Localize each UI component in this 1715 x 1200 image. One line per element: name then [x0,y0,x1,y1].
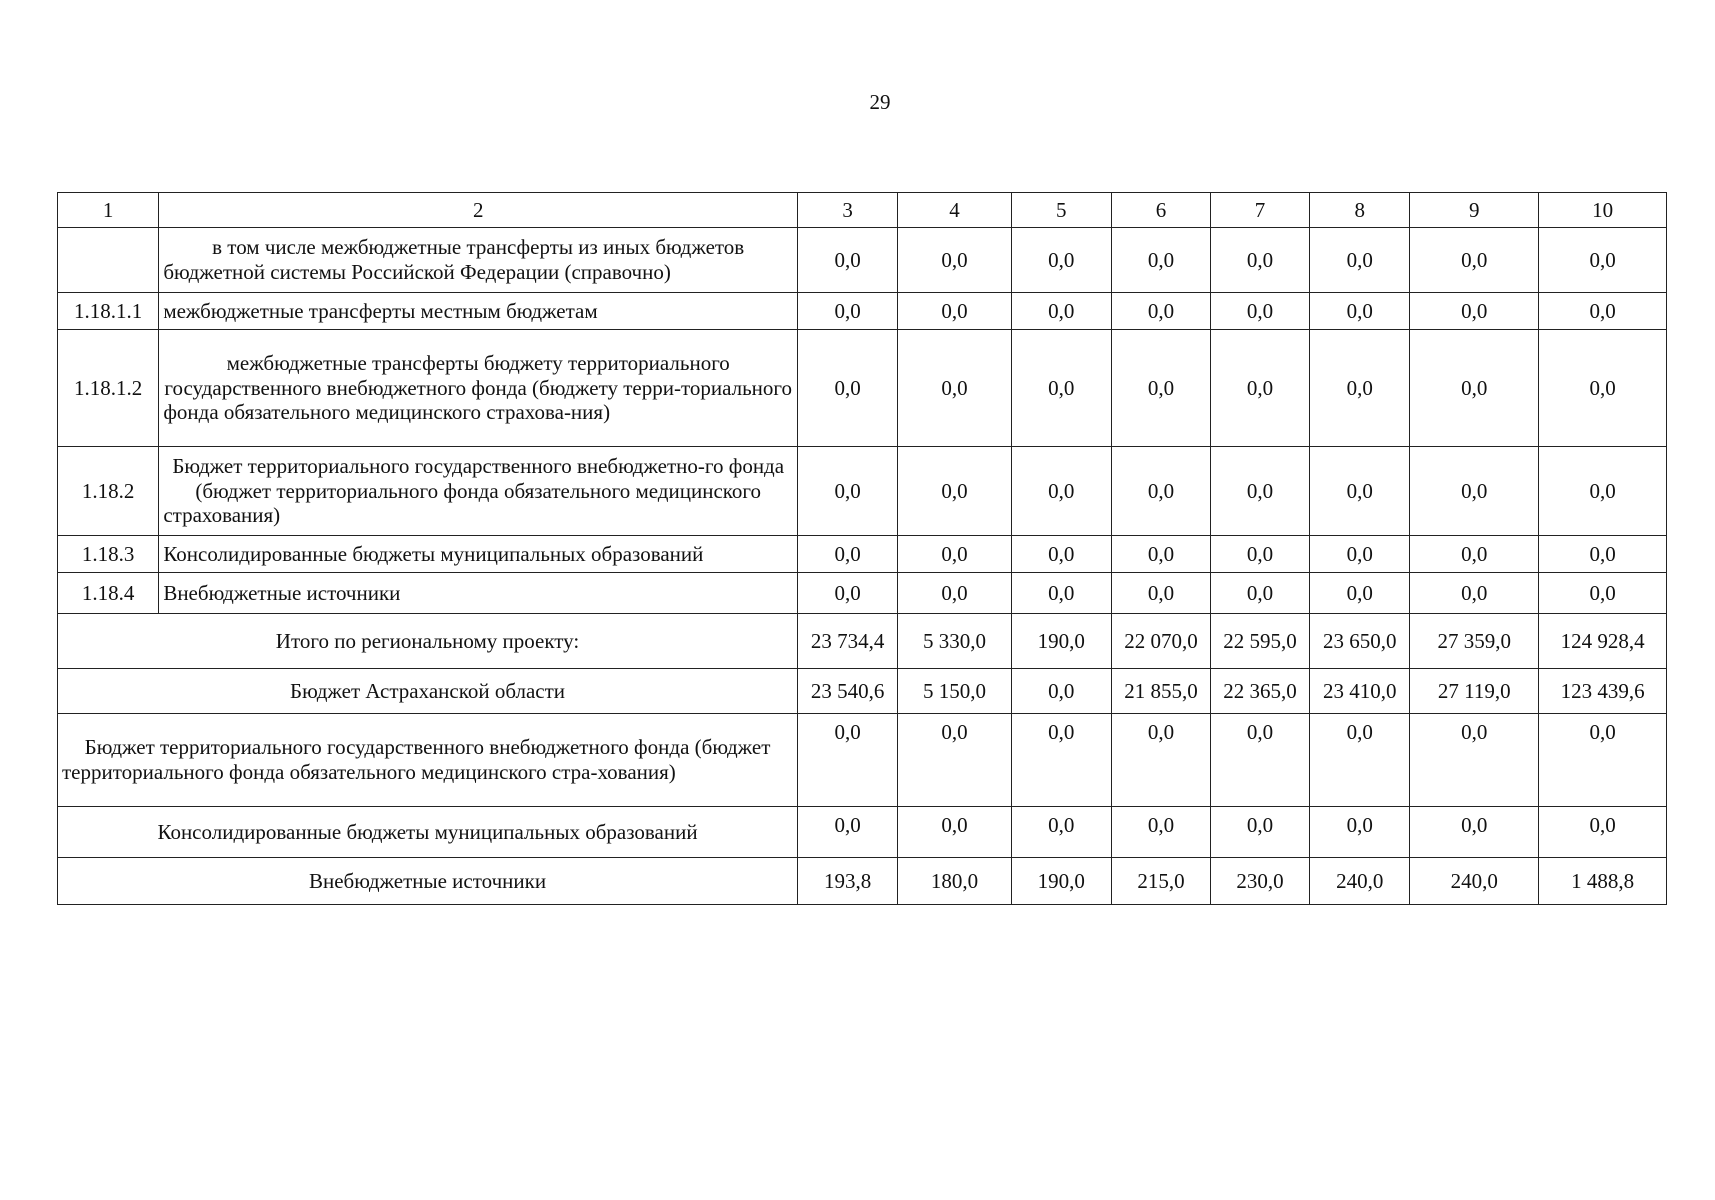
value-cell: 0,0 [1539,447,1667,536]
total-value-cell: 27 359,0 [1410,614,1539,669]
value-cell: 0,0 [1111,536,1210,573]
value-cell: 0,0 [1310,330,1410,447]
value-cell: 0,0 [798,228,898,293]
value-cell: 0,0 [1410,293,1539,330]
value-cell: 0,0 [1111,807,1210,858]
value-cell: 0,0 [1011,714,1111,807]
value-cell: 0,0 [898,536,1011,573]
total-value-cell: 23 650,0 [1310,614,1410,669]
value-cell: 0,0 [1111,293,1210,330]
table-row [58,447,1667,536]
total-value-cell: 190,0 [1011,614,1111,669]
header-cell: 6 [1111,193,1210,228]
value-cell: 0,0 [798,293,898,330]
value-cell: 0,0 [1410,807,1539,858]
value-cell: 23 410,0 [1310,669,1410,714]
summary-label: Бюджет территориального государственного внебюджетного фонда (бюджет территориального фонда обязательного медицинского стра-хования) [58,714,798,807]
header-cell: 4 [898,193,1011,228]
value-cell: 0,0 [1539,536,1667,573]
value-cell: 0,0 [1211,293,1310,330]
budget-table [57,192,1667,905]
value-cell: 240,0 [1410,858,1539,905]
value-cell: 0,0 [898,714,1011,807]
value-cell: 0,0 [1211,573,1310,614]
total-row [58,614,1667,669]
header-cell: 2 [159,193,798,228]
value-cell: 0,0 [1211,714,1310,807]
value-cell: 0,0 [1539,228,1667,293]
value-cell: 0,0 [1539,330,1667,447]
value-cell: 0,0 [1410,330,1539,447]
value-cell: 0,0 [798,536,898,573]
row-name: Бюджет территориального государственного внебюджетно-го фонда (бюджет территориального фонда обязательного медицинского страхования) [159,447,798,536]
value-cell: 0,0 [1011,807,1111,858]
value-cell: 0,0 [898,293,1011,330]
value-cell: 23 540,6 [798,669,898,714]
value-cell: 0,0 [898,447,1011,536]
value-cell: 180,0 [898,858,1011,905]
value-cell: 0,0 [1211,330,1310,447]
row-name: межбюджетные трансферты местным бюджетам [159,293,798,330]
table-row [58,293,1667,330]
row-code: 1.18.3 [58,536,159,573]
value-cell: 0,0 [1310,228,1410,293]
value-cell: 0,0 [1211,807,1310,858]
total-value-cell: 23 734,4 [798,614,898,669]
value-cell: 0,0 [1410,714,1539,807]
value-cell: 0,0 [1539,293,1667,330]
value-cell: 123 439,6 [1539,669,1667,714]
row-code: 1.18.1.2 [58,330,159,447]
summary-row [58,714,1667,807]
value-cell: 0,0 [1410,536,1539,573]
row-name: в том числе межбюджетные трансферты из иных бюджетов бюджетной системы Российской Федерации (справочно) [159,228,798,293]
page-number: 29 [869,90,891,114]
value-cell: 215,0 [1111,858,1210,905]
summary-row [58,669,1667,714]
value-cell: 0,0 [1410,447,1539,536]
value-cell: 0,0 [1539,714,1667,807]
value-cell: 0,0 [1011,330,1111,447]
header-cell: 8 [1310,193,1410,228]
total-label: Итого по региональному проекту: [58,614,798,669]
table-row [58,228,1667,293]
row-name: Консолидированные бюджеты муниципальных образований [159,536,798,573]
value-cell: 0,0 [1211,447,1310,536]
value-cell: 0,0 [1111,447,1210,536]
header-cell: 1 [58,193,159,228]
table-row [58,536,1667,573]
value-cell: 0,0 [1310,447,1410,536]
row-code: 1.18.4 [58,573,159,614]
table-row [58,330,1667,447]
value-cell: 0,0 [1211,536,1310,573]
value-cell: 0,0 [1211,228,1310,293]
value-cell: 0,0 [898,330,1011,447]
value-cell: 240,0 [1310,858,1410,905]
header-cell: 9 [1410,193,1539,228]
value-cell: 0,0 [798,447,898,536]
value-cell: 27 119,0 [1410,669,1539,714]
table-row [58,573,1667,614]
value-cell: 0,0 [1011,293,1111,330]
value-cell: 0,0 [1111,573,1210,614]
header-cell: 3 [798,193,898,228]
value-cell: 0,0 [1310,573,1410,614]
value-cell: 0,0 [798,807,898,858]
value-cell: 0,0 [1310,807,1410,858]
row-code [58,228,159,293]
total-value-cell: 22 070,0 [1111,614,1210,669]
total-value-cell: 5 330,0 [898,614,1011,669]
value-cell: 0,0 [1539,807,1667,858]
value-cell: 0,0 [1011,228,1111,293]
value-cell: 230,0 [1211,858,1310,905]
value-cell: 193,8 [798,858,898,905]
value-cell: 0,0 [1310,536,1410,573]
value-cell: 0,0 [898,228,1011,293]
summary-label: Бюджет Астраханской области [58,669,798,714]
total-value-cell: 124 928,4 [1539,614,1667,669]
value-cell: 1 488,8 [1539,858,1667,905]
value-cell: 0,0 [1410,573,1539,614]
value-cell: 0,0 [798,330,898,447]
summary-row [58,858,1667,905]
value-cell: 0,0 [1011,447,1111,536]
summary-label: Консолидированные бюджеты муниципальных образований [58,807,798,858]
value-cell: 5 150,0 [898,669,1011,714]
value-cell: 0,0 [898,807,1011,858]
value-cell: 0,0 [798,714,898,807]
header-cell: 7 [1211,193,1310,228]
value-cell: 0,0 [1111,228,1210,293]
value-cell: 0,0 [1011,573,1111,614]
value-cell: 0,0 [1410,228,1539,293]
value-cell: 190,0 [1011,858,1111,905]
value-cell: 0,0 [1111,330,1210,447]
summary-label: Внебюджетные источники [58,858,798,905]
value-cell: 0,0 [1310,293,1410,330]
header-cell: 5 [1011,193,1111,228]
row-name: межбюджетные трансферты бюджету территориального государственного внебюджетного фонда (бюджету терри-ториального фонда обязательного медицинского страхова-ния) [159,330,798,447]
value-cell: 0,0 [1011,669,1111,714]
row-code: 1.18.2 [58,447,159,536]
table-header-row [58,193,1667,228]
header-cell: 10 [1539,193,1667,228]
row-name: Внебюджетные источники [159,573,798,614]
value-cell: 0,0 [1539,573,1667,614]
value-cell: 21 855,0 [1111,669,1210,714]
value-cell: 22 365,0 [1211,669,1310,714]
summary-row [58,807,1667,858]
value-cell: 0,0 [1310,714,1410,807]
value-cell: 0,0 [898,573,1011,614]
value-cell: 0,0 [798,573,898,614]
row-code: 1.18.1.1 [58,293,159,330]
total-value-cell: 22 595,0 [1211,614,1310,669]
value-cell: 0,0 [1011,536,1111,573]
value-cell: 0,0 [1111,714,1210,807]
